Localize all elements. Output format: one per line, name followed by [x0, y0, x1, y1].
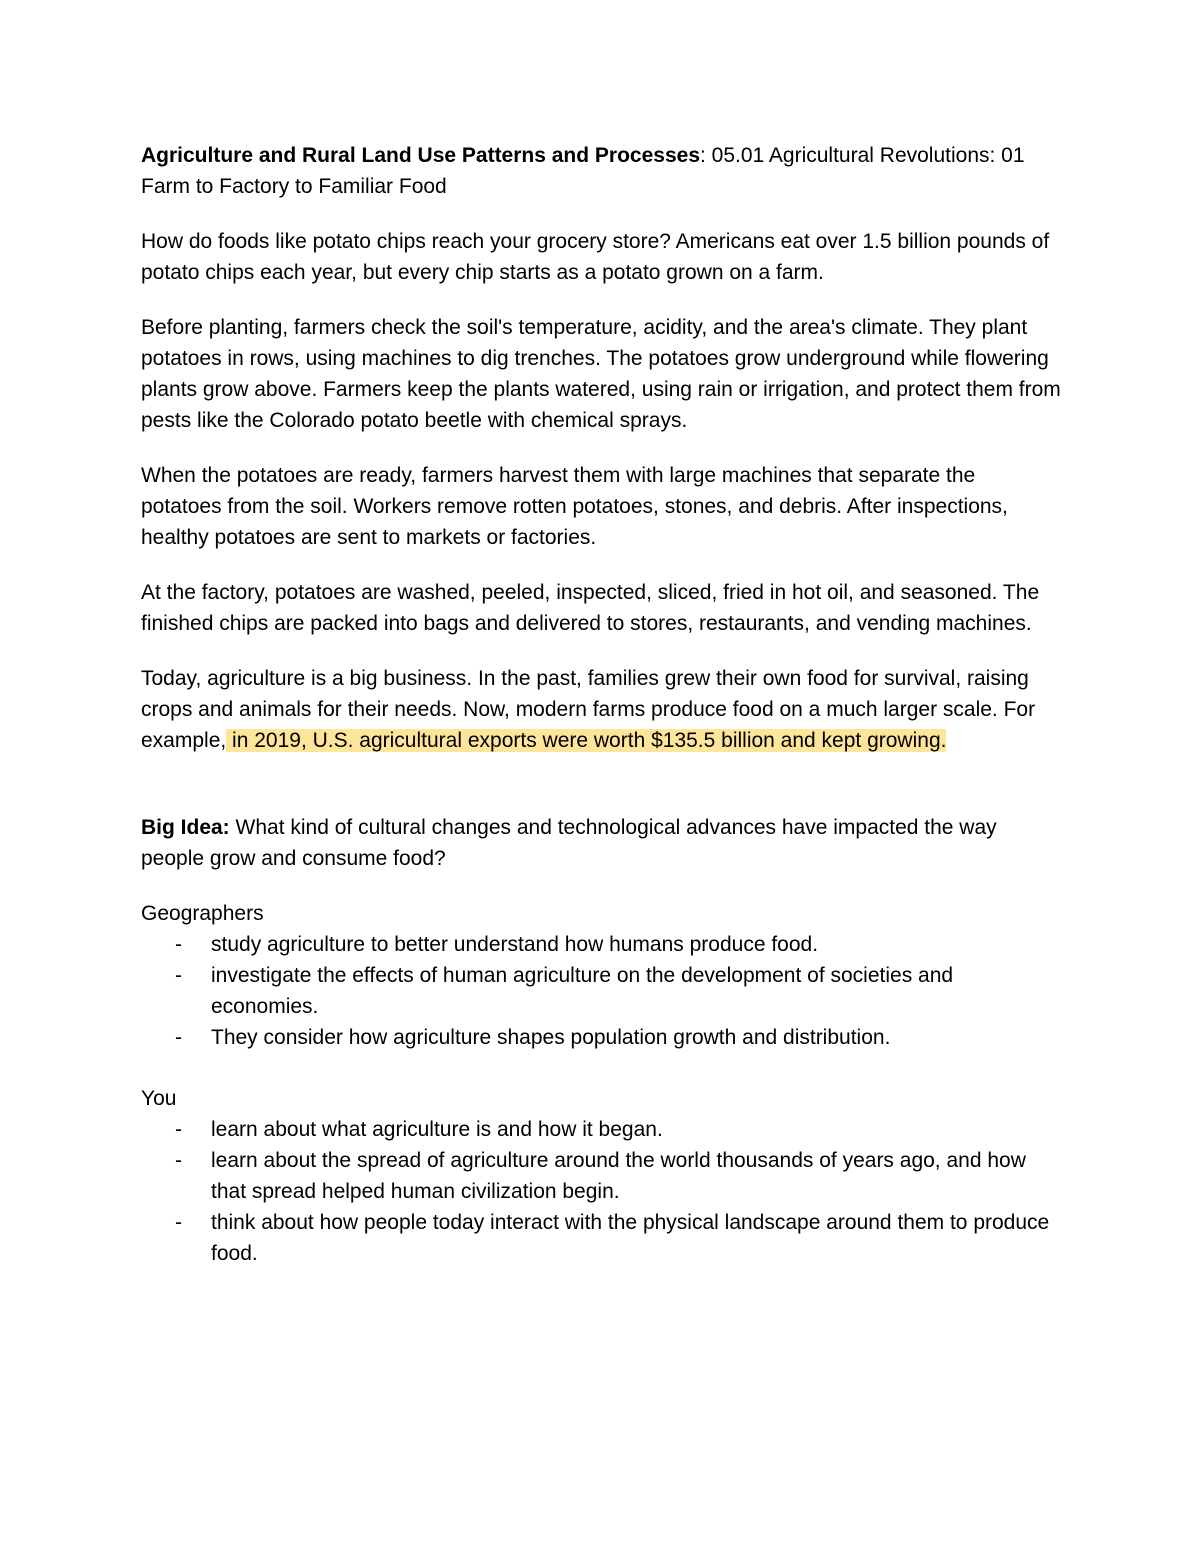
- paragraph-factory: At the factory, potatoes are washed, peeled, inspected, sliced, fried in hot oil, and seasoned. The finished chips are packed into bags and delivered to stores, restaurants, and vending machines.: [141, 581, 1040, 635]
- big-idea-text: What kind of cultural changes and technological advances have impacted the way people grow and consume food?: [141, 816, 997, 870]
- dash-bullet: -: [175, 1026, 182, 1049]
- you-list: [141, 1114, 1061, 1269]
- geographers-list: [141, 929, 1061, 1053]
- list-item-text: learn about the spread of agriculture around the world thousands of years ago, and how that spread helped human civilization begin.: [211, 1149, 1026, 1203]
- title-rest: : 05.01 Agricultural Revolutions: 01 Farm to Factory to Familiar Food: [141, 144, 1025, 198]
- paragraph-intro: How do foods like potato chips reach your grocery store? Americans eat over 1.5 billion pounds of potato chips each year, but every chip starts as a potato grown on a farm.: [141, 230, 1050, 284]
- big-idea-label: Big Idea:: [141, 816, 230, 839]
- list-item: [175, 1022, 1061, 1053]
- list-item-text: study agriculture to better understand how humans produce food.: [211, 933, 819, 956]
- dash-bullet: -: [175, 964, 182, 987]
- list-item-text: investigate the effects of human agriculture on the development of societies and economies.: [211, 964, 954, 1018]
- paragraph-planting: Before planting, farmers check the soil's temperature, acidity, and the area's climate. They plant potatoes in rows, using machines to dig trenches. The potatoes grow underground while flowering plants grow above. Farmers keep the plants watered, using rain or irrigation, and protect them from pests like the Colorado potato beetle with chemical sprays.: [141, 316, 1061, 432]
- list-item-text: They consider how agriculture shapes population growth and distribution.: [211, 1026, 891, 1049]
- blank-line: [141, 780, 1061, 812]
- list-item: [175, 929, 1061, 960]
- title-bold: Agriculture and Rural Land Use Patterns and Processes: [141, 144, 701, 167]
- list-item-text: think about how people today interact with the physical landscape around them to produce food.: [211, 1211, 1050, 1265]
- dash-bullet: -: [175, 1149, 182, 1172]
- list-item: [175, 1114, 1061, 1145]
- document-title: [141, 140, 1061, 202]
- document-page: [141, 140, 1061, 1293]
- today-text: Today, agriculture is a big business. In the past, families grew their own food for survival, raising crops and animals for their needs. Now, modern farms produce food on a much larger scale. For example,: [141, 667, 1036, 752]
- geographers-label: Geographers: [141, 902, 264, 925]
- list-item: [175, 1145, 1061, 1207]
- paragraph-today: [141, 663, 1061, 756]
- dash-bullet: -: [175, 1118, 182, 1141]
- big-idea: [141, 812, 1061, 874]
- list-item-text: learn about what agriculture is and how it began.: [211, 1118, 663, 1141]
- paragraph-harvest: When the potatoes are ready, farmers harvest them with large machines that separate the potatoes from the soil. Workers remove rotten potatoes, stones, and debris. After inspections, healthy potatoes are sent to markets or factories.: [141, 464, 1008, 549]
- list-item: [175, 960, 1061, 1022]
- list-item: [175, 1207, 1061, 1269]
- dash-bullet: -: [175, 933, 182, 956]
- highlighted-text: in 2019, U.S. agricultural exports were worth $135.5 billion and kept growing.: [226, 729, 947, 752]
- you-label: You: [141, 1087, 177, 1110]
- dash-bullet: -: [175, 1211, 182, 1234]
